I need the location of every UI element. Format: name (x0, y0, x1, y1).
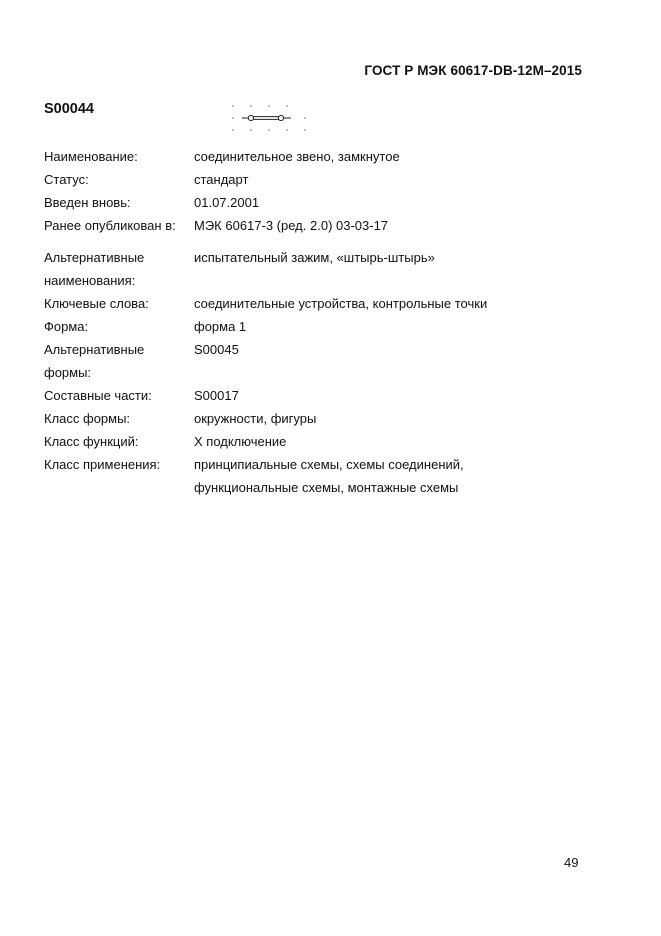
field-row-alt-names (44, 246, 604, 292)
field-value-components: S00017 (194, 388, 239, 403)
field-row-name (44, 145, 604, 168)
symbol-code: S00044 (44, 101, 94, 117)
field-label-introduced: Введен вновь: (44, 195, 131, 210)
field-value-published: МЭК 60617-3 (ред. 2.0) 03-03-17 (194, 218, 389, 233)
field-label-application-class: Класс применения: (44, 457, 161, 472)
field-value-function-class: X подключение (194, 434, 287, 449)
field-label-alt-forms-line-1: Альтернативные (44, 342, 145, 357)
field-label-alt-names (44, 246, 194, 292)
field-value-alt-names: испытательный зажим, «штырь-штырь» (194, 250, 435, 265)
field-row-keywords (44, 292, 604, 315)
field-row-published (44, 214, 604, 237)
field-value-application-class (194, 453, 604, 499)
field-value-keywords: соединительные устройства, контрольные точки (194, 296, 488, 311)
symbol-fields (44, 145, 604, 499)
field-value-application-class-line-1: принципиальные схемы, схемы соединений, (194, 457, 464, 472)
field-label-function-class: Класс функций: (44, 434, 139, 449)
field-label-alt-names-line-2: наименования: (44, 273, 136, 288)
field-label-keywords: Ключевые слова: (44, 296, 149, 311)
field-row-form (44, 315, 604, 338)
field-value-application-class-line-2: функциональные схемы, монтажные схемы (194, 480, 459, 495)
field-label-alt-names-line-1: Альтернативные (44, 250, 145, 265)
field-label-status: Статус: (44, 172, 89, 187)
closed-connecting-link-symbol-icon (228, 101, 310, 133)
field-label-alt-forms (44, 338, 194, 384)
field-row-introduced (44, 191, 604, 214)
page-header: ГОСТ Р МЭК 60617-DB-12M–2015 (364, 63, 582, 78)
field-row-function-class (44, 430, 604, 453)
field-label-name: Наименование: (44, 149, 138, 164)
field-value-status: стандарт (194, 172, 249, 187)
field-row-shape-class (44, 407, 604, 430)
field-label-components: Составные части: (44, 388, 152, 403)
field-value-shape-class: окружности, фигуры (194, 411, 317, 426)
field-value-alt-forms: S00045 (194, 342, 239, 357)
page-number: 49 (564, 855, 579, 870)
field-label-alt-forms-line-2: формы: (44, 365, 92, 380)
field-label-form: Форма: (44, 319, 89, 334)
field-row-components (44, 384, 604, 407)
field-row-status (44, 168, 604, 191)
field-row-application-class (44, 453, 604, 499)
field-value-name: соединительное звено, замкнутое (194, 149, 400, 164)
field-label-shape-class: Класс формы: (44, 411, 131, 426)
field-row-alt-forms (44, 338, 604, 384)
field-value-introduced: 01.07.2001 (194, 195, 260, 210)
field-value-form: форма 1 (194, 319, 247, 334)
field-label-published: Ранее опубликован в: (44, 218, 176, 233)
